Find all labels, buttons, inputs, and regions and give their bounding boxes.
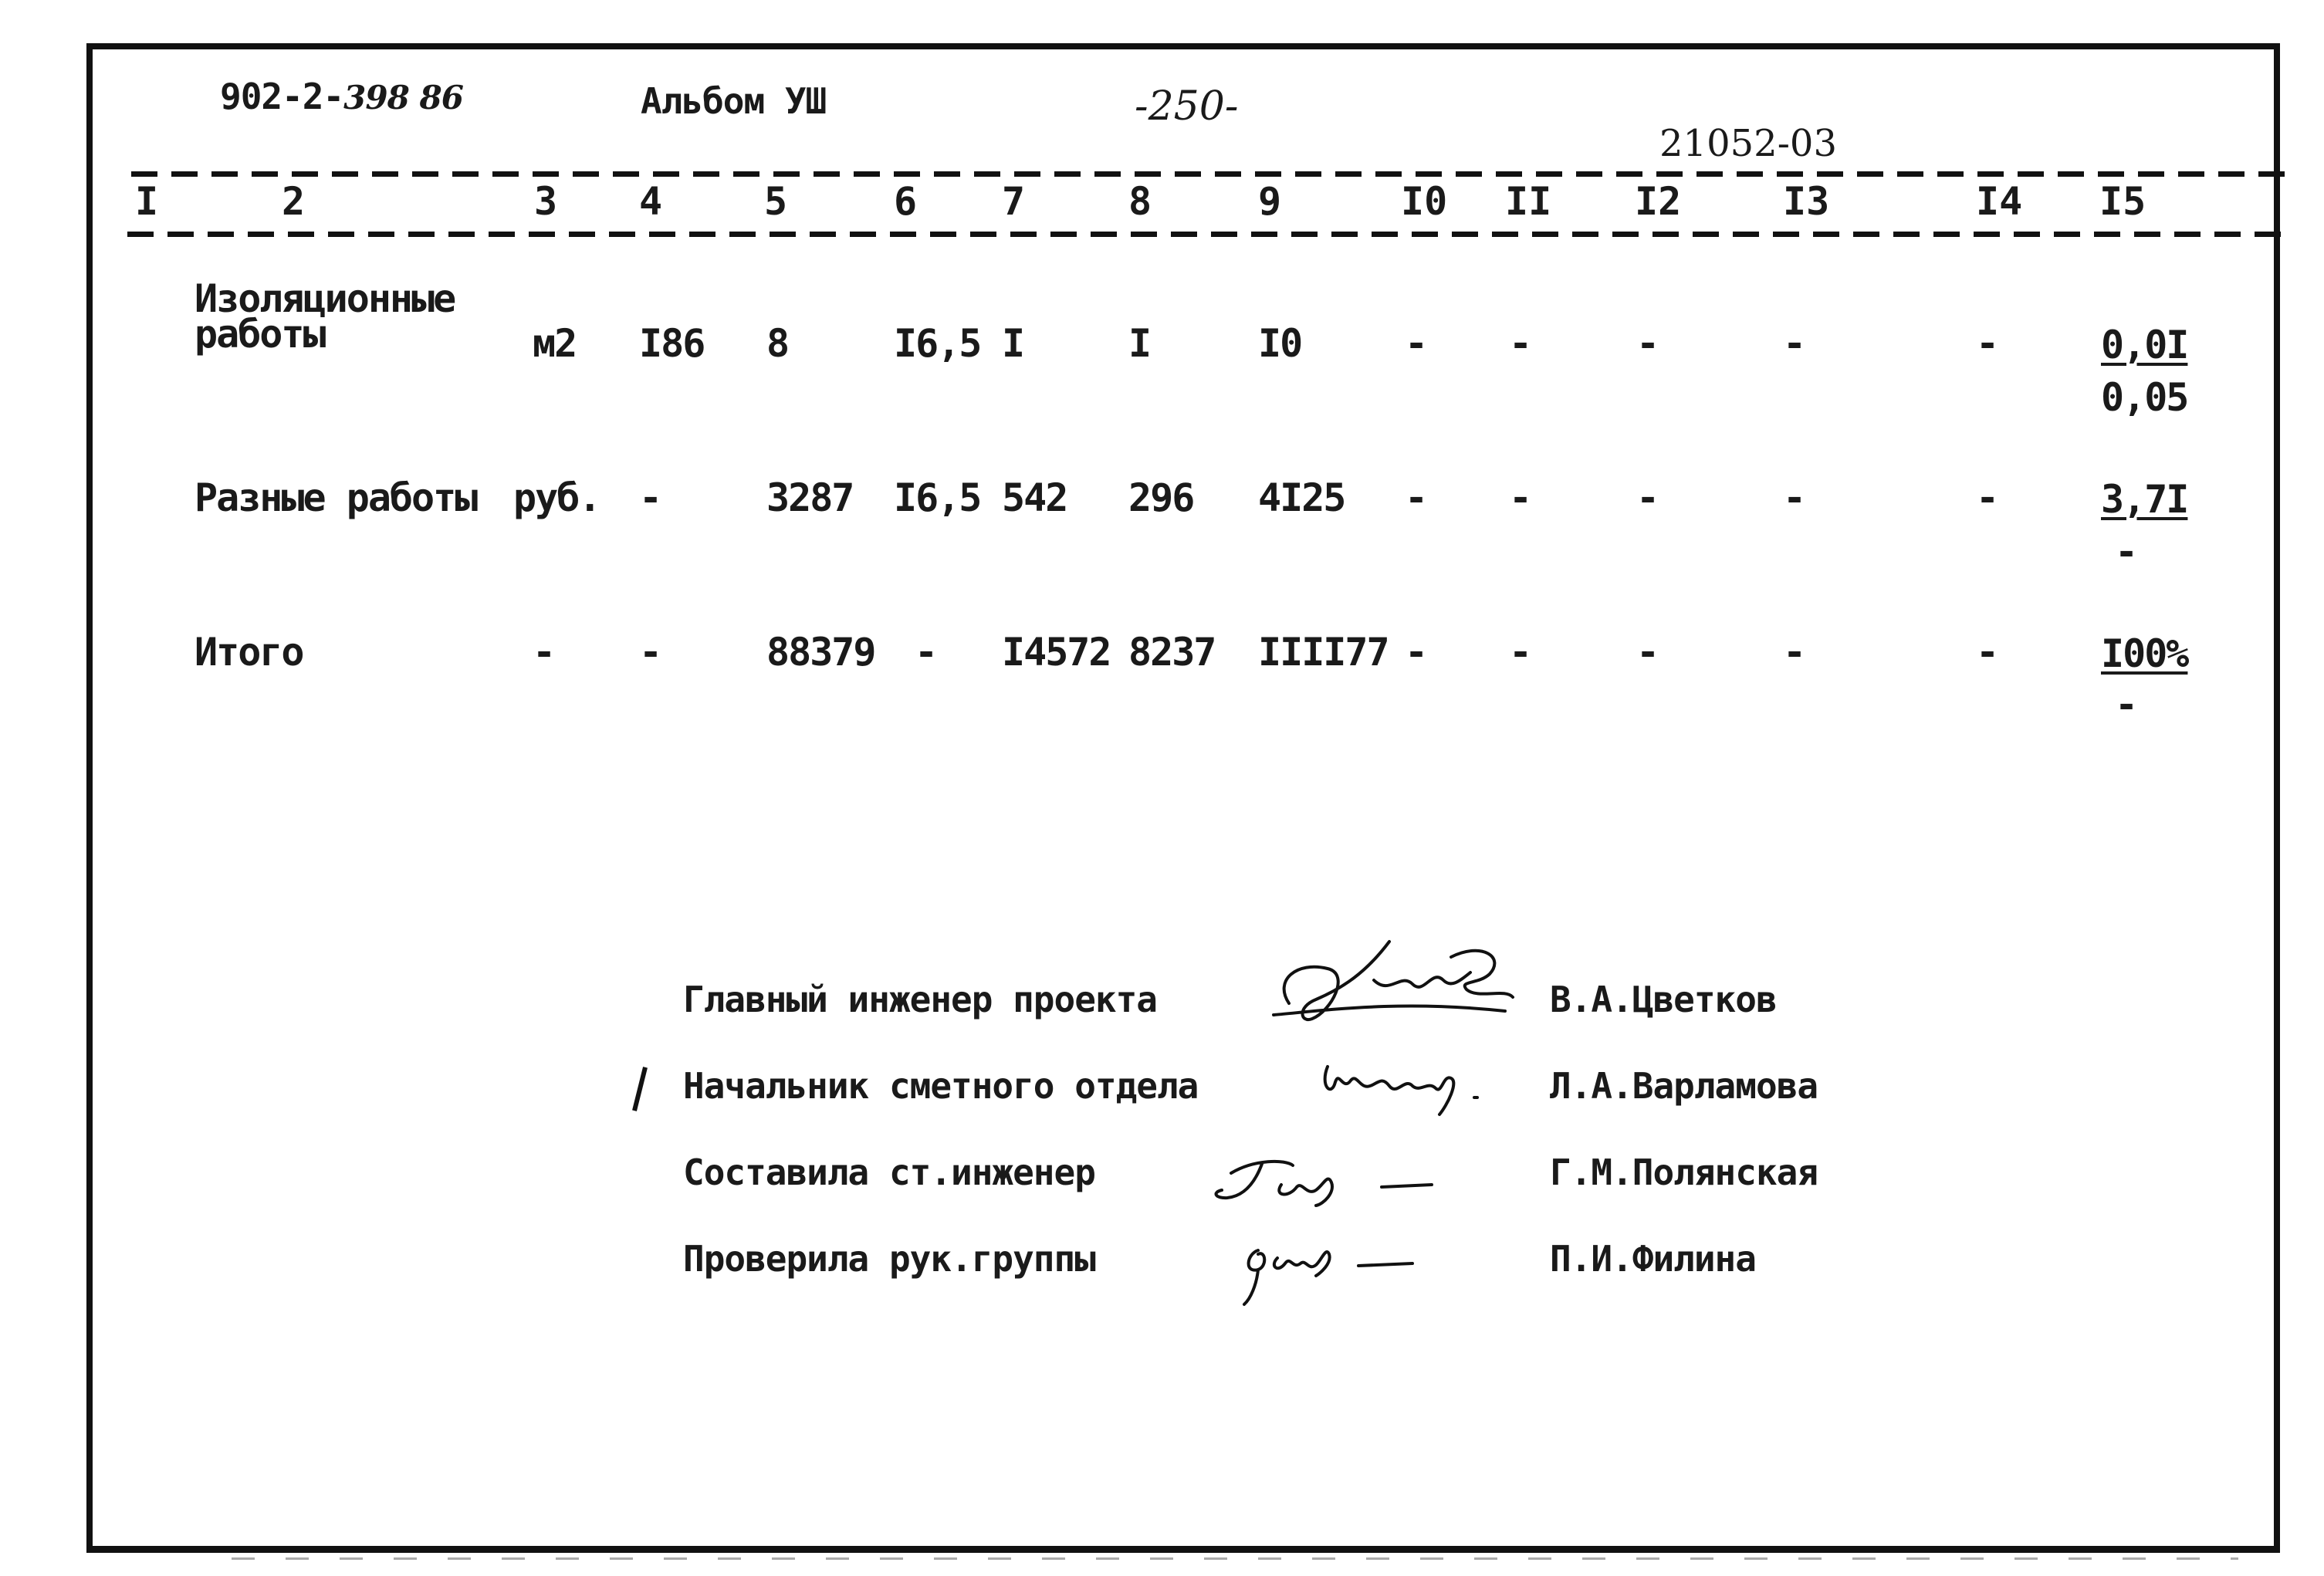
table-cell: -	[1783, 630, 1805, 675]
row-name: Разные работы	[195, 475, 477, 520]
table-cell: -	[1509, 475, 1531, 520]
column-number: I3	[1783, 179, 1830, 224]
table-cell: 8237	[1128, 630, 1216, 675]
table-cell: -	[1636, 475, 1659, 520]
share-fraction-bottom: -	[2115, 529, 2137, 574]
table-cell: -	[639, 630, 661, 675]
column-number: 8	[1128, 179, 1152, 224]
table-cell: -	[1509, 630, 1531, 675]
table-cell: -	[915, 630, 937, 675]
row-name: Изоляционные	[195, 276, 455, 321]
project-code: 902-2-398 86	[220, 76, 463, 117]
column-number: II	[1505, 179, 1552, 224]
table-cell: -	[1783, 321, 1805, 366]
signatory-name: П.И.Филина	[1550, 1238, 1756, 1280]
table-cell: IIII77	[1258, 630, 1389, 675]
table-cell: -	[1783, 475, 1805, 520]
page-frame	[86, 43, 2280, 1553]
unit-cell: м2	[533, 321, 577, 366]
document-number: 21052-03	[1659, 122, 1837, 165]
table-cell: I	[1128, 321, 1151, 366]
unit-cell: -	[533, 630, 555, 675]
signatory-role: Главный инженер проекта	[683, 979, 1157, 1020]
handwritten-signature-icon	[1312, 1043, 1497, 1128]
table-cell: -	[1636, 630, 1659, 675]
table-cell: 8	[766, 321, 789, 366]
table-cell: -	[1509, 321, 1531, 366]
table-cell: I	[1002, 321, 1024, 366]
share-fraction-top: 0,0I	[2101, 323, 2188, 367]
column-number: 5	[764, 179, 788, 224]
table-cell: I0	[1258, 321, 1302, 366]
table-cell: I6,5	[894, 475, 981, 520]
column-number: 7	[1002, 179, 1026, 224]
album-title: Альбом УШ	[641, 80, 827, 122]
signatory-name: Г.М.Полянская	[1550, 1152, 1818, 1193]
table-cell: -	[1405, 475, 1427, 520]
header-rule-top	[131, 171, 2285, 177]
column-number: 6	[894, 179, 918, 224]
share-fraction-bottom: -	[2115, 682, 2137, 727]
share-fraction-top: I00%	[2101, 631, 2188, 676]
scan-artifact	[232, 1557, 2238, 1560]
column-number: I0	[1401, 179, 1448, 224]
signatory-name: В.А.Цветков	[1550, 979, 1777, 1020]
column-number: I	[135, 179, 159, 224]
signatory-name: Л.А.Варламова	[1550, 1065, 1818, 1107]
column-number: I2	[1635, 179, 1682, 224]
signatory-role: Проверила рук.группы	[683, 1238, 1095, 1280]
page-number: -250-	[1135, 83, 1239, 130]
table-cell: -	[1976, 475, 1998, 520]
table-cell: 3287	[766, 475, 854, 520]
table-cell: -	[1976, 630, 1998, 675]
column-number: I4	[1976, 179, 2023, 224]
handwritten-signature-icon	[1235, 1231, 1436, 1308]
column-number: 3	[534, 179, 558, 224]
signatory-role: Составила ст.инженер	[683, 1152, 1095, 1193]
signatory-role: Начальник сметного отдела	[683, 1065, 1199, 1107]
unit-cell: руб.	[513, 475, 600, 520]
column-number: 9	[1258, 179, 1282, 224]
share-fraction-top: 3,7I	[2101, 477, 2188, 522]
share-fraction-bottom: 0,05	[2101, 375, 2188, 420]
table-cell: 296	[1128, 475, 1194, 520]
handwritten-signature-icon	[1258, 926, 1521, 1042]
table-cell: 4I25	[1258, 475, 1345, 520]
table-cell: I6,5	[894, 321, 981, 366]
table-cell: -	[1405, 630, 1427, 675]
table-cell: 88379	[766, 630, 875, 675]
column-number: 2	[282, 179, 306, 224]
table-cell: I4572	[1002, 630, 1111, 675]
row-name: Итого	[195, 630, 303, 675]
column-number: 4	[639, 179, 663, 224]
column-number: I5	[2099, 179, 2146, 224]
table-cell: -	[1976, 321, 1998, 366]
table-cell: -	[639, 475, 661, 520]
handwritten-signature-icon	[1200, 1150, 1447, 1212]
table-cell: -	[1405, 321, 1427, 366]
table-cell: -	[1636, 321, 1659, 366]
table-cell: I86	[639, 321, 705, 366]
project-code-handwritten: 398 86	[343, 79, 463, 117]
row-name-cont: работы	[195, 312, 325, 357]
header-rule-bottom	[127, 232, 2281, 237]
table-cell: 542	[1002, 475, 1067, 520]
